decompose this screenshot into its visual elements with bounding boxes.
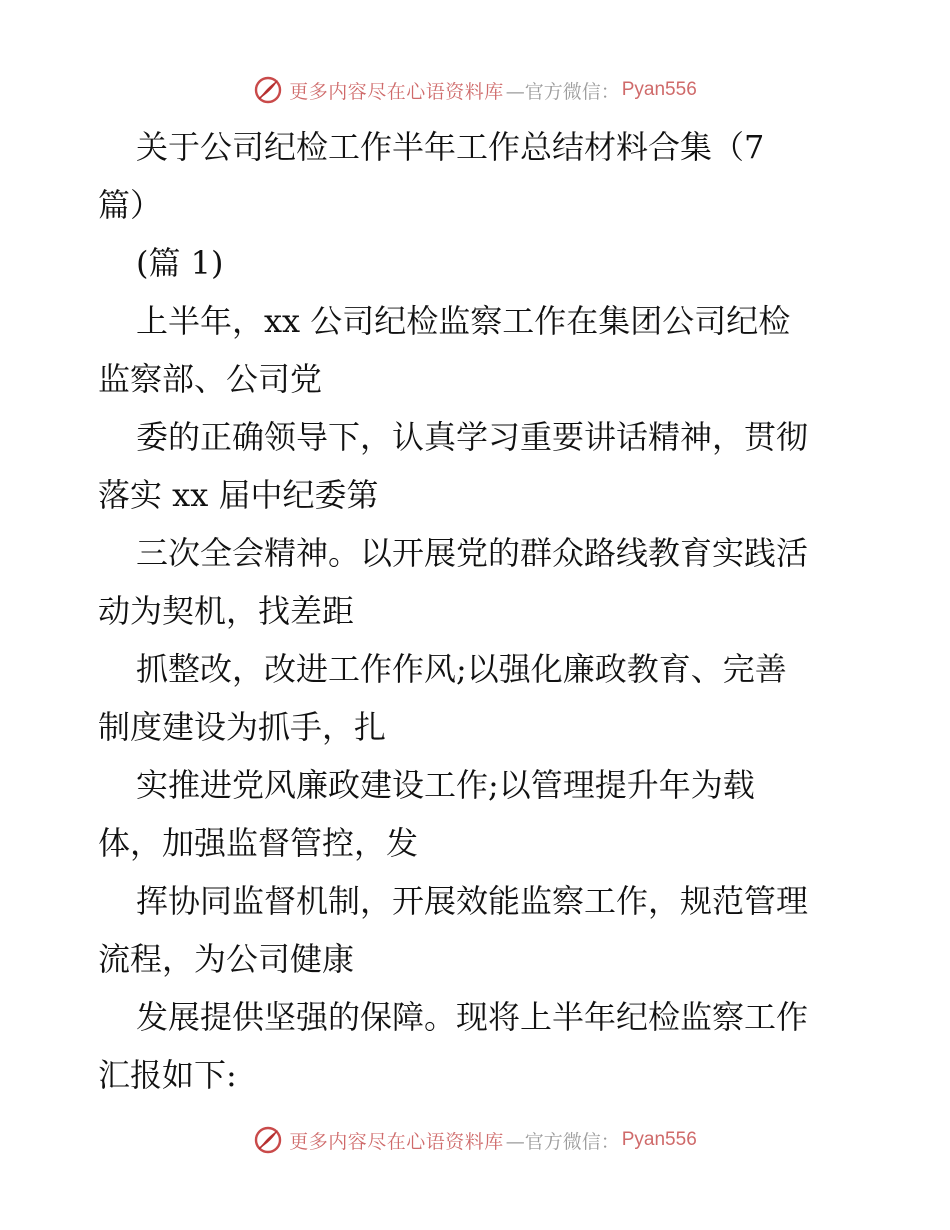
header-wechat-id: Pyan556: [621, 79, 697, 100]
paragraph-line: 流程，为公司健康: [98, 940, 355, 978]
paragraph-line: 汇报如下:: [98, 1056, 237, 1094]
paragraph-line: 动为契机，找差距: [98, 592, 355, 630]
paragraph-line: 体，加强监督管控，发: [98, 824, 419, 862]
doc-title-line: 关于公司纪检工作半年工作总结材料合集（7: [136, 128, 765, 166]
section-heading: (篇 1): [136, 244, 224, 282]
footer-wechat-id: Pyan556: [621, 1129, 697, 1150]
paragraph-line: 挥协同监督机制，开展效能监察工作，规范管理: [136, 882, 809, 920]
paragraph-line: 落实 xx 届中纪委第: [98, 476, 379, 514]
footer-contact-text: —官方微信：: [505, 1130, 620, 1153]
paragraph-line: 实推进党风廉政建设工作;以管理提升年为载: [136, 766, 755, 804]
header-banner: [0, 70, 950, 110]
paragraph-line: 三次全会精神。以开展党的群众路线教育实践活: [136, 534, 809, 572]
feather-pen-logo-icon: [253, 1125, 283, 1155]
doc-title-line-continued: 篇）: [98, 186, 163, 224]
paragraph-line: 委的正确领导下，认真学习重要讲话精神，贯彻: [136, 418, 809, 456]
header-contact-text: —官方微信：: [505, 80, 620, 103]
paragraph-line: 发展提供坚强的保障。现将上半年纪检监察工作: [136, 998, 809, 1036]
footer-banner: [0, 1120, 950, 1160]
paragraph-line: 监察部、公司党: [98, 360, 323, 398]
feather-pen-logo-icon: [253, 75, 283, 105]
paragraph-line: 制度建设为抓手，扎: [98, 708, 387, 746]
footer-brand-text: 更多内容尽在心语资料库: [289, 1130, 504, 1153]
document-body: [98, 118, 858, 1104]
paragraph-line: 上半年，xx 公司纪检监察工作在集团公司纪检: [136, 302, 791, 340]
paragraph-line: 抓整改，改进工作作风;以强化廉政教育、完善: [136, 650, 787, 688]
header-brand-text: 更多内容尽在心语资料库: [289, 80, 504, 103]
